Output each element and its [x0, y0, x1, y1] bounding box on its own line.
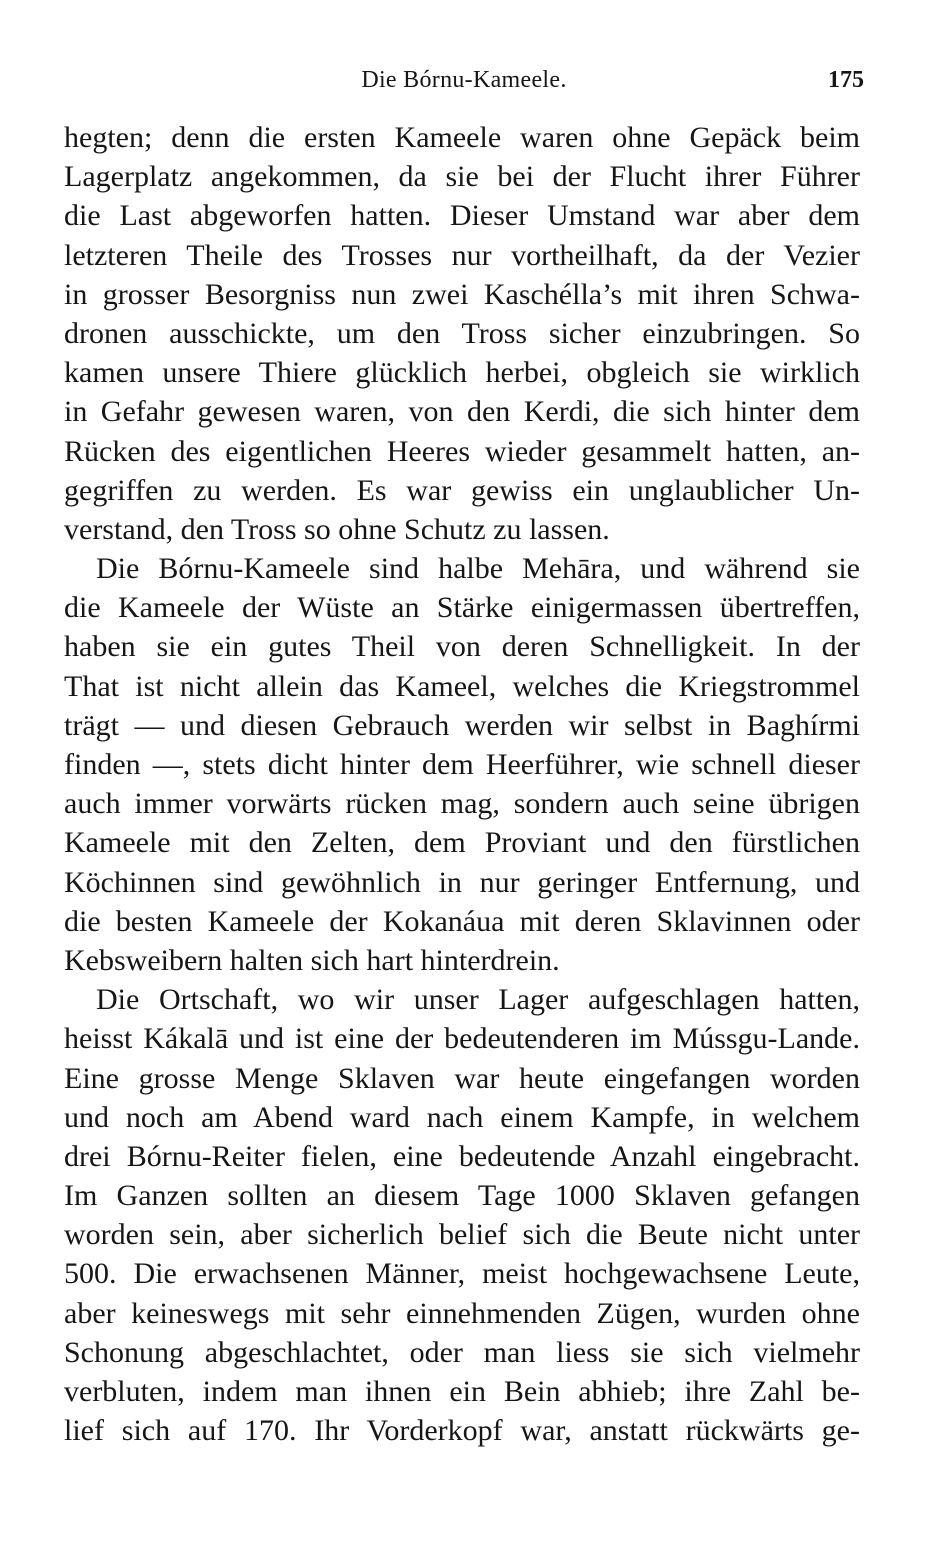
text-line: heisst Kákalā und ist eine der bedeutenderen im Mússgu-Lande. — [64, 1022, 860, 1056]
text-line: worden sein, aber sicherlich belief sich die Beute nicht unter — [64, 1218, 860, 1252]
text-line: 500. Die erwachsenen Männer, meist hochgewachsene Leute, — [64, 1257, 860, 1291]
paragraph-1 — [64, 118, 860, 549]
text-line: hegten; denn die ersten Kameele waren ohne Gepäck beim — [64, 121, 860, 154]
text-line: die Last abgeworfen hatten. Dieser Umstand war aber dem — [64, 199, 860, 233]
text-line: Die Ortschaft, wo wir unser Lager aufgeschlagen hatten, — [96, 983, 860, 1017]
text-line: dronen ausschickte, um den Tross sicher einzubringen. So — [64, 316, 860, 350]
text-line: finden —, stets dicht hinter dem Heerführer, wie schnell dieser — [64, 748, 860, 781]
text-line: auch immer vorwärts rücken mag, sondern auch seine übrigen — [64, 787, 860, 821]
page-number: 175 — [828, 67, 864, 93]
text-line: gegriffen zu werden. Es war gewiss ein unglaublicher Un- — [64, 473, 860, 507]
text-line: Die Bórnu-Kameele sind halbe Mehāra, und während sie — [96, 552, 860, 586]
text-line: Im Ganzen sollten an diesem Tage 1000 Sklaven gefangen — [64, 1179, 860, 1213]
text-line: trägt — und diesen Gebrauch werden wir selbst in Baghírmi — [64, 708, 860, 742]
text-line: lief sich auf 170. Ihr Vorderkopf war, anstatt rückwärts ge- — [64, 1414, 860, 1448]
body-text — [64, 118, 860, 1450]
text-line: letzteren Theile des Trosses nur vortheilhaft, da der Vezier — [64, 238, 860, 272]
running-header — [64, 62, 864, 98]
text-line: Rücken des eigentlichen Heeres wieder gesammelt hatten, an- — [64, 434, 860, 468]
text-line: Eine grosse Menge Sklaven war heute eingefangen worden — [64, 1061, 860, 1095]
text-line: aber keineswegs mit sehr einnehmenden Zügen, wurden ohne — [64, 1296, 860, 1330]
text-line: That ist nicht allein das Kameel, welches die Kriegstrommel — [64, 669, 860, 703]
running-title: Die Bórnu-Kameele. — [361, 67, 567, 93]
paragraph-3 — [64, 980, 860, 1450]
text-line: haben sie ein gutes Theil von deren Schnelligkeit. In der — [64, 630, 860, 664]
text-line: Kebsweibern halten sich hart hinterdrein. — [64, 943, 560, 977]
text-line: Köchinnen sind gewöhnlich in nur geringer Entfernung, und — [64, 865, 860, 899]
text-line: Kameele mit den Zelten, dem Proviant und den fürstlichen — [64, 826, 860, 860]
paragraph-2 — [64, 549, 860, 980]
text-line: die Kameele der Wüste an Stärke einigermassen übertreffen, — [64, 591, 860, 625]
text-line: und noch am Abend ward nach einem Kampfe, in welchem — [64, 1100, 860, 1134]
text-line: verbluten, indem man ihnen ein Bein abhieb; ihre Zahl be- — [64, 1375, 860, 1408]
text-line: Schonung abgeschlachtet, oder man liess sie sich vielmehr — [64, 1335, 860, 1369]
text-line: in grosser Besorgniss nun zwei Kaschélla’s mit ihren Schwa- — [64, 277, 860, 311]
text-line: drei Bórnu-Reiter fielen, eine bedeutende Anzahl eingebracht. — [64, 1139, 860, 1173]
text-line: in Gefahr gewesen waren, von den Kerdi, die sich hinter dem — [64, 395, 860, 429]
text-line: Lagerplatz angekommen, da sie bei der Flucht ihrer Führer — [64, 160, 860, 194]
text-line: kamen unsere Thiere glücklich herbei, obgleich sie wirklich — [64, 356, 860, 390]
text-line: verstand, den Tross so ohne Schutz zu lassen. — [64, 512, 610, 546]
text-line: die besten Kameele der Kokanáua mit deren Sklavinnen oder — [64, 904, 860, 938]
